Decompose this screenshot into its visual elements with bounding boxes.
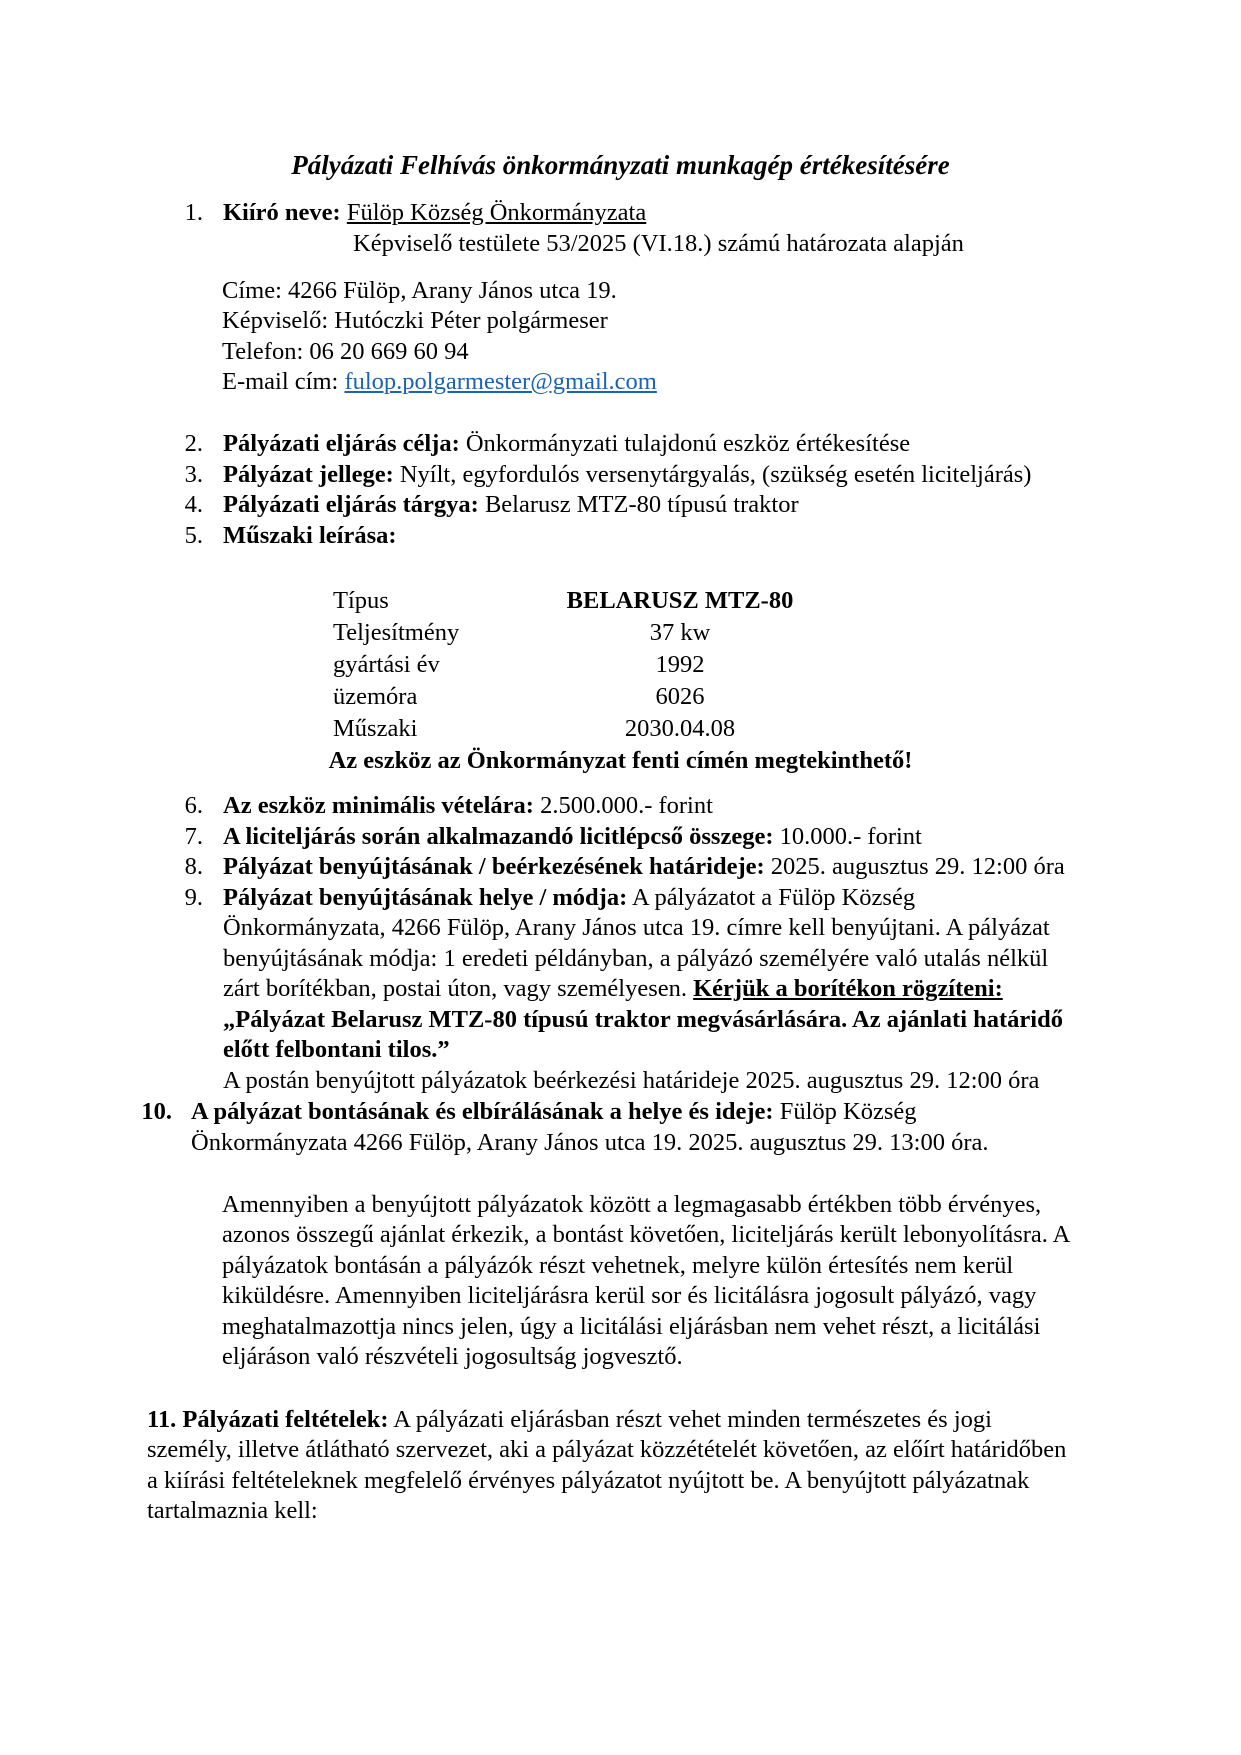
item-1 xyxy=(223,198,646,228)
spec-value: 37 kw xyxy=(649,619,711,646)
item-value: Önkormányzati tulajdonú eszköz értékesítése xyxy=(459,430,911,457)
email-label: E-mail cím: xyxy=(222,368,345,395)
item-label: A pályázat bontásának és elbírálásának a helye és ideje: xyxy=(191,1098,774,1125)
phone: Telefon: 06 20 669 60 94 xyxy=(222,338,469,365)
item-value: Fülöp Község xyxy=(773,1098,917,1125)
item-11 xyxy=(147,1405,992,1435)
item-10-line: Önkormányzata 4266 Fülöp, Arany János utca 19. 2025. augusztus 29. 13:00 óra. xyxy=(191,1129,989,1156)
item-label: Az eszköz minimális vételára: xyxy=(223,792,534,819)
spec-label: Műszaki xyxy=(333,715,418,742)
item-value: 10.000.- forint xyxy=(773,823,922,850)
address: Címe: 4266 Fülöp, Arany János utca 19. xyxy=(222,277,617,304)
item-label: Pályázat jellege: xyxy=(223,461,394,488)
item-3 xyxy=(223,460,1031,490)
item-value: Belarusz MTZ-80 típusú traktor xyxy=(478,491,799,518)
item-8 xyxy=(223,852,1065,882)
envelope-quote: „Pályázat Belarusz MTZ-80 típusú traktor megvásárlására. Az ajánlati határidő xyxy=(223,1006,1063,1033)
item-9-line: benyújtásának módja: 1 eredeti példányban, a pályázó személyére való utalás nélkül xyxy=(223,945,1049,972)
item-value: Nyílt, egyfordulós versenytárgyalás, (szükség esetén liciteljárás) xyxy=(393,461,1032,488)
issuer-name: Fülöp Község Önkormányzata xyxy=(346,199,647,226)
item-value: A pályázati eljárásban részt vehet minden természetes és jogi xyxy=(388,1406,992,1433)
spec-label: üzemóra xyxy=(333,683,418,710)
paragraph-line: Amennyiben a benyújtott pályázatok között a legmagasabb értékben több érvényes, xyxy=(222,1191,1042,1218)
item-11-line: személy, illetve átlátható szervezet, aki a pályázat közzétételét követően, az előírt határidőben xyxy=(147,1436,1067,1463)
item-label: Pályázati eljárás célja: xyxy=(223,430,460,457)
postal-deadline: A postán benyújtott pályázatok beérkezési határideje 2025. augusztus 29. 12:00 óra xyxy=(223,1067,1040,1094)
item-label: Pályázati feltételek: xyxy=(182,1406,389,1433)
item-label: Műszaki leírása: xyxy=(223,522,397,549)
document-title: Pályázati Felhívás önkormányzati munkagép értékesítésére xyxy=(291,150,950,180)
item-value: 2025. augusztus 29. 12:00 óra xyxy=(764,853,1065,880)
spec-value: 1992 xyxy=(655,651,705,678)
item-value: 2.500.000.- forint xyxy=(533,792,713,819)
email-link[interactable]: fulop.polgarmester@gmail.com xyxy=(344,368,657,395)
item-11-line: a kiírási feltételeknek megfelelő érvényes pályázatot nyújtott be. A benyújtott pályázatnak xyxy=(147,1467,1030,1494)
spec-label: gyártási év xyxy=(333,651,440,678)
item-9-line: Önkormányzata, 4266 Fülöp, Arany János utca 19. címre kell benyújtani. A pályázat xyxy=(223,914,1050,941)
item-2 xyxy=(223,429,910,459)
spec-label: Típus xyxy=(333,587,389,614)
item-9 xyxy=(223,883,915,913)
paragraph-line: eljáráson való részvételi jogosultság jogvesztő. xyxy=(222,1343,683,1370)
item-label: A liciteljárás során alkalmazandó licitlépcső összege: xyxy=(223,823,774,850)
spec-value: 6026 xyxy=(655,683,705,710)
item-9-line-3 xyxy=(223,974,1003,1004)
item-number: 4. xyxy=(184,491,203,518)
paragraph-line: meghatalmazottja nincs jelen, úgy a licitálási eljárásban nem vehet részt, a licitálási xyxy=(222,1313,1041,1340)
representative: Képviselő: Hutóczki Péter polgármeser xyxy=(222,307,608,334)
paragraph-line: pályázatok bontásán a pályázók részt vehetnek, melyre külön értesítés nem kerül xyxy=(222,1252,1014,1279)
item-number: 8. xyxy=(184,853,203,880)
paragraph-line: kiküldésre. Amennyiben liciteljárásra kerül sor és licitálásra jogosult pályázó, vagy xyxy=(222,1282,1037,1309)
envelope-instruction: Kérjük a borítékon rögzíteni: xyxy=(693,975,1003,1002)
item-9-line: zárt borítékban, postai úton, vagy személyesen. xyxy=(223,975,694,1002)
item-10 xyxy=(191,1097,917,1127)
item-number: 10. xyxy=(141,1098,172,1125)
item-5 xyxy=(223,521,397,551)
resolution-note: Képviselő testülete 53/2025 (VI.18.) számú határozata alapján xyxy=(353,230,964,257)
email-row xyxy=(222,367,657,397)
item-label: Pályázat benyújtásának / beérkezésének határideje: xyxy=(223,853,765,880)
paragraph-line: azonos összegű ajánlat érkezik, a bontást követően, liciteljárás került lebonyolításra. A xyxy=(222,1221,1071,1248)
item-label: Kiíró neve: xyxy=(223,199,341,226)
item-value: A pályázatot a Fülöp Község xyxy=(627,884,916,911)
item-label: Pályázati eljárás tárgya: xyxy=(223,491,479,518)
spec-value: 2030.04.08 xyxy=(624,715,736,742)
item-number: 11. xyxy=(147,1406,177,1433)
item-number: 5. xyxy=(184,522,203,549)
view-note: Az eszköz az Önkormányzat fenti címén megtekinthető! xyxy=(328,747,913,774)
item-6 xyxy=(223,791,713,821)
item-label: Pályázat benyújtásának helye / módja: xyxy=(223,884,628,911)
item-number: 9. xyxy=(184,884,203,911)
item-number: 2. xyxy=(184,430,203,457)
item-number: 3. xyxy=(184,461,203,488)
spec-label: Teljesítmény xyxy=(333,619,460,646)
item-7 xyxy=(223,822,922,852)
item-number: 6. xyxy=(184,792,203,819)
item-number: 1. xyxy=(184,199,203,226)
item-11-line: tartalmaznia kell: xyxy=(147,1497,318,1524)
envelope-quote: előtt felbontani tilos.” xyxy=(223,1036,450,1063)
spec-value: BELARUSZ MTZ-80 xyxy=(566,587,794,614)
item-4 xyxy=(223,490,799,520)
item-number: 7. xyxy=(184,823,203,850)
